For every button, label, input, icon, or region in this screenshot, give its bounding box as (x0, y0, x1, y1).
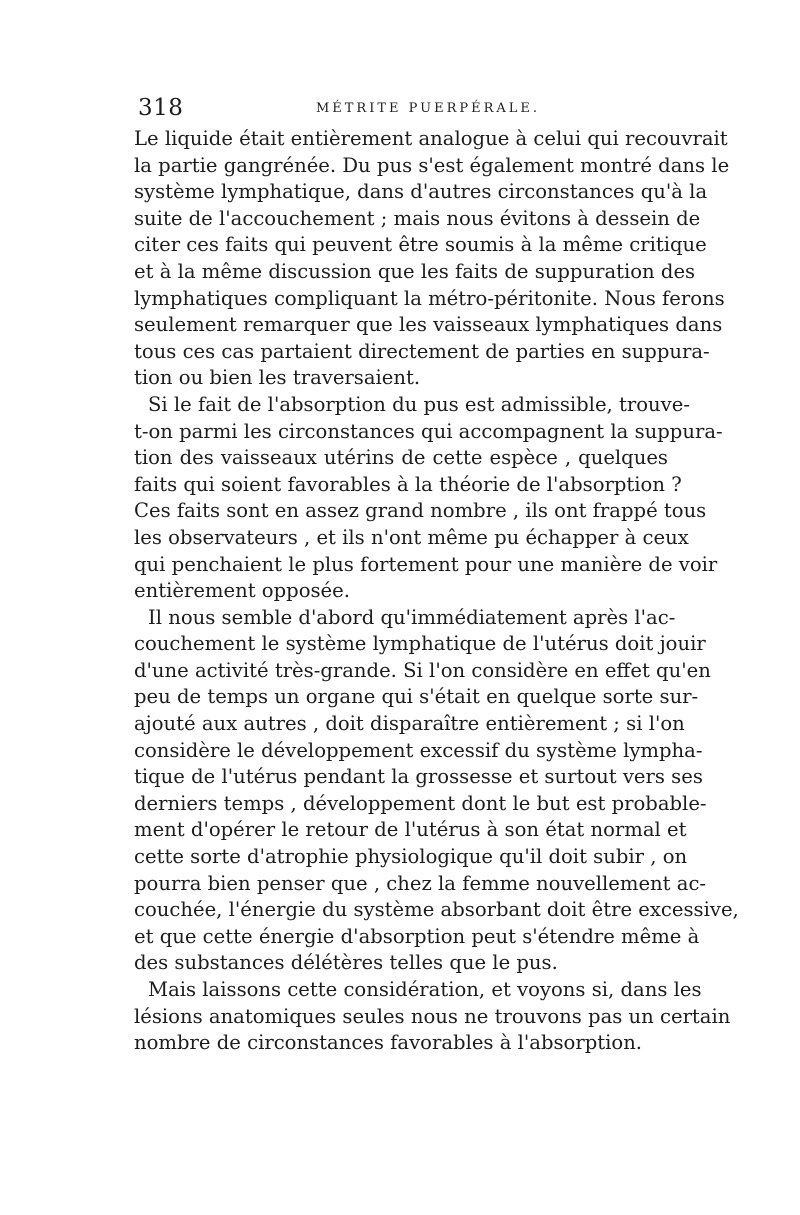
text-line: citer ces faits qui peuvent être soumis à la même critique (134, 233, 707, 257)
text-line: seulement remarquer que les vaisseaux lymphatiques dans (134, 313, 723, 337)
text-line: Mais laissons cette considération, et voyons si, dans les (148, 978, 702, 1001)
text-line: peu de temps un organe qui s'était en quelque sorte sur- (134, 685, 699, 709)
text-line: des substances délétères telles que le pus. (134, 951, 558, 975)
running-head: MÉTRITE PUERPÉRALE. (315, 101, 541, 116)
text-line: suite de l'accouchement ; mais nous évitons à dessein de (134, 206, 701, 230)
text-line: lésions anatomiques seules nous ne trouvons pas un certain (134, 1004, 731, 1028)
text-line: ment d'opérer le retour de l'utérus à son état normal et (134, 818, 687, 842)
text-line: entièrement opposée. (134, 579, 350, 603)
page-header (138, 95, 678, 125)
text-line: système lymphatique, dans d'autres circonstances qu'à la (134, 180, 708, 204)
text-line: et que cette énergie d'absorption peut s'étendre même à (134, 924, 700, 948)
text-line: et à la même discussion que les faits de suppuration des (134, 259, 696, 283)
body-text (134, 126, 739, 1057)
text-line: couchée, l'énergie du système absorbant doit être excessive, (134, 898, 739, 922)
text-line: Le liquide était entièrement analogue à celui qui recouvrait (134, 127, 728, 150)
text-line: lymphatiques compliquant la métro-péritonite. Nous ferons (134, 286, 725, 310)
text-line: Il nous semble d'abord qu'immédiatement après l'ac- (148, 605, 676, 629)
text-line: considère le développement excessif du système lympha- (134, 738, 703, 762)
text-line: la partie gangrénée. Du pus s'est également montré dans le (134, 153, 730, 177)
text-line: tique de l'utérus pendant la grossesse et surtout vers ses (134, 765, 703, 789)
text-line: tous ces cas partaient directement de parties en suppura- (134, 339, 710, 363)
text-line: faits qui soient favorables à la théorie de l'absorption ? (134, 472, 682, 496)
text-line: Ces faits sont en assez grand nombre , ils ont frappé tous (134, 499, 707, 523)
text-line: couchement le système lymphatique de l'utérus doit jouir (134, 632, 706, 656)
text-line: ajouté aux autres , doit disparaître entièrement ; si l'on (134, 712, 685, 736)
text-line: Si le fait de l'absorption du pus est admissible, trouve- (148, 392, 690, 416)
text-line: nombre de circonstances favorables à l'absorption. (134, 1031, 643, 1055)
text-line: les observateurs , et ils n'ont même pu échapper à ceux (134, 525, 689, 549)
page-number: 318 (138, 95, 184, 121)
text-line: derniers temps , développement dont le but est probable- (134, 791, 707, 815)
text-line: t-on parmi les circonstances qui accompagnent la suppura- (134, 419, 723, 443)
text-line: cette sorte d'atrophie physiologique qu'il doit subir , on (134, 845, 688, 869)
text-line: pourra bien penser que , chez la femme nouvellement ac- (134, 871, 707, 895)
text-line: tion ou bien les traversaient. (134, 366, 421, 390)
text-line: qui penchaient le plus fortement pour une manière de voir (134, 552, 718, 576)
text-line: tion des vaisseaux utérins de cette espèce , quelques (134, 446, 668, 470)
text-line: d'une activité très-grande. Si l'on considère en effet qu'en (134, 658, 711, 682)
